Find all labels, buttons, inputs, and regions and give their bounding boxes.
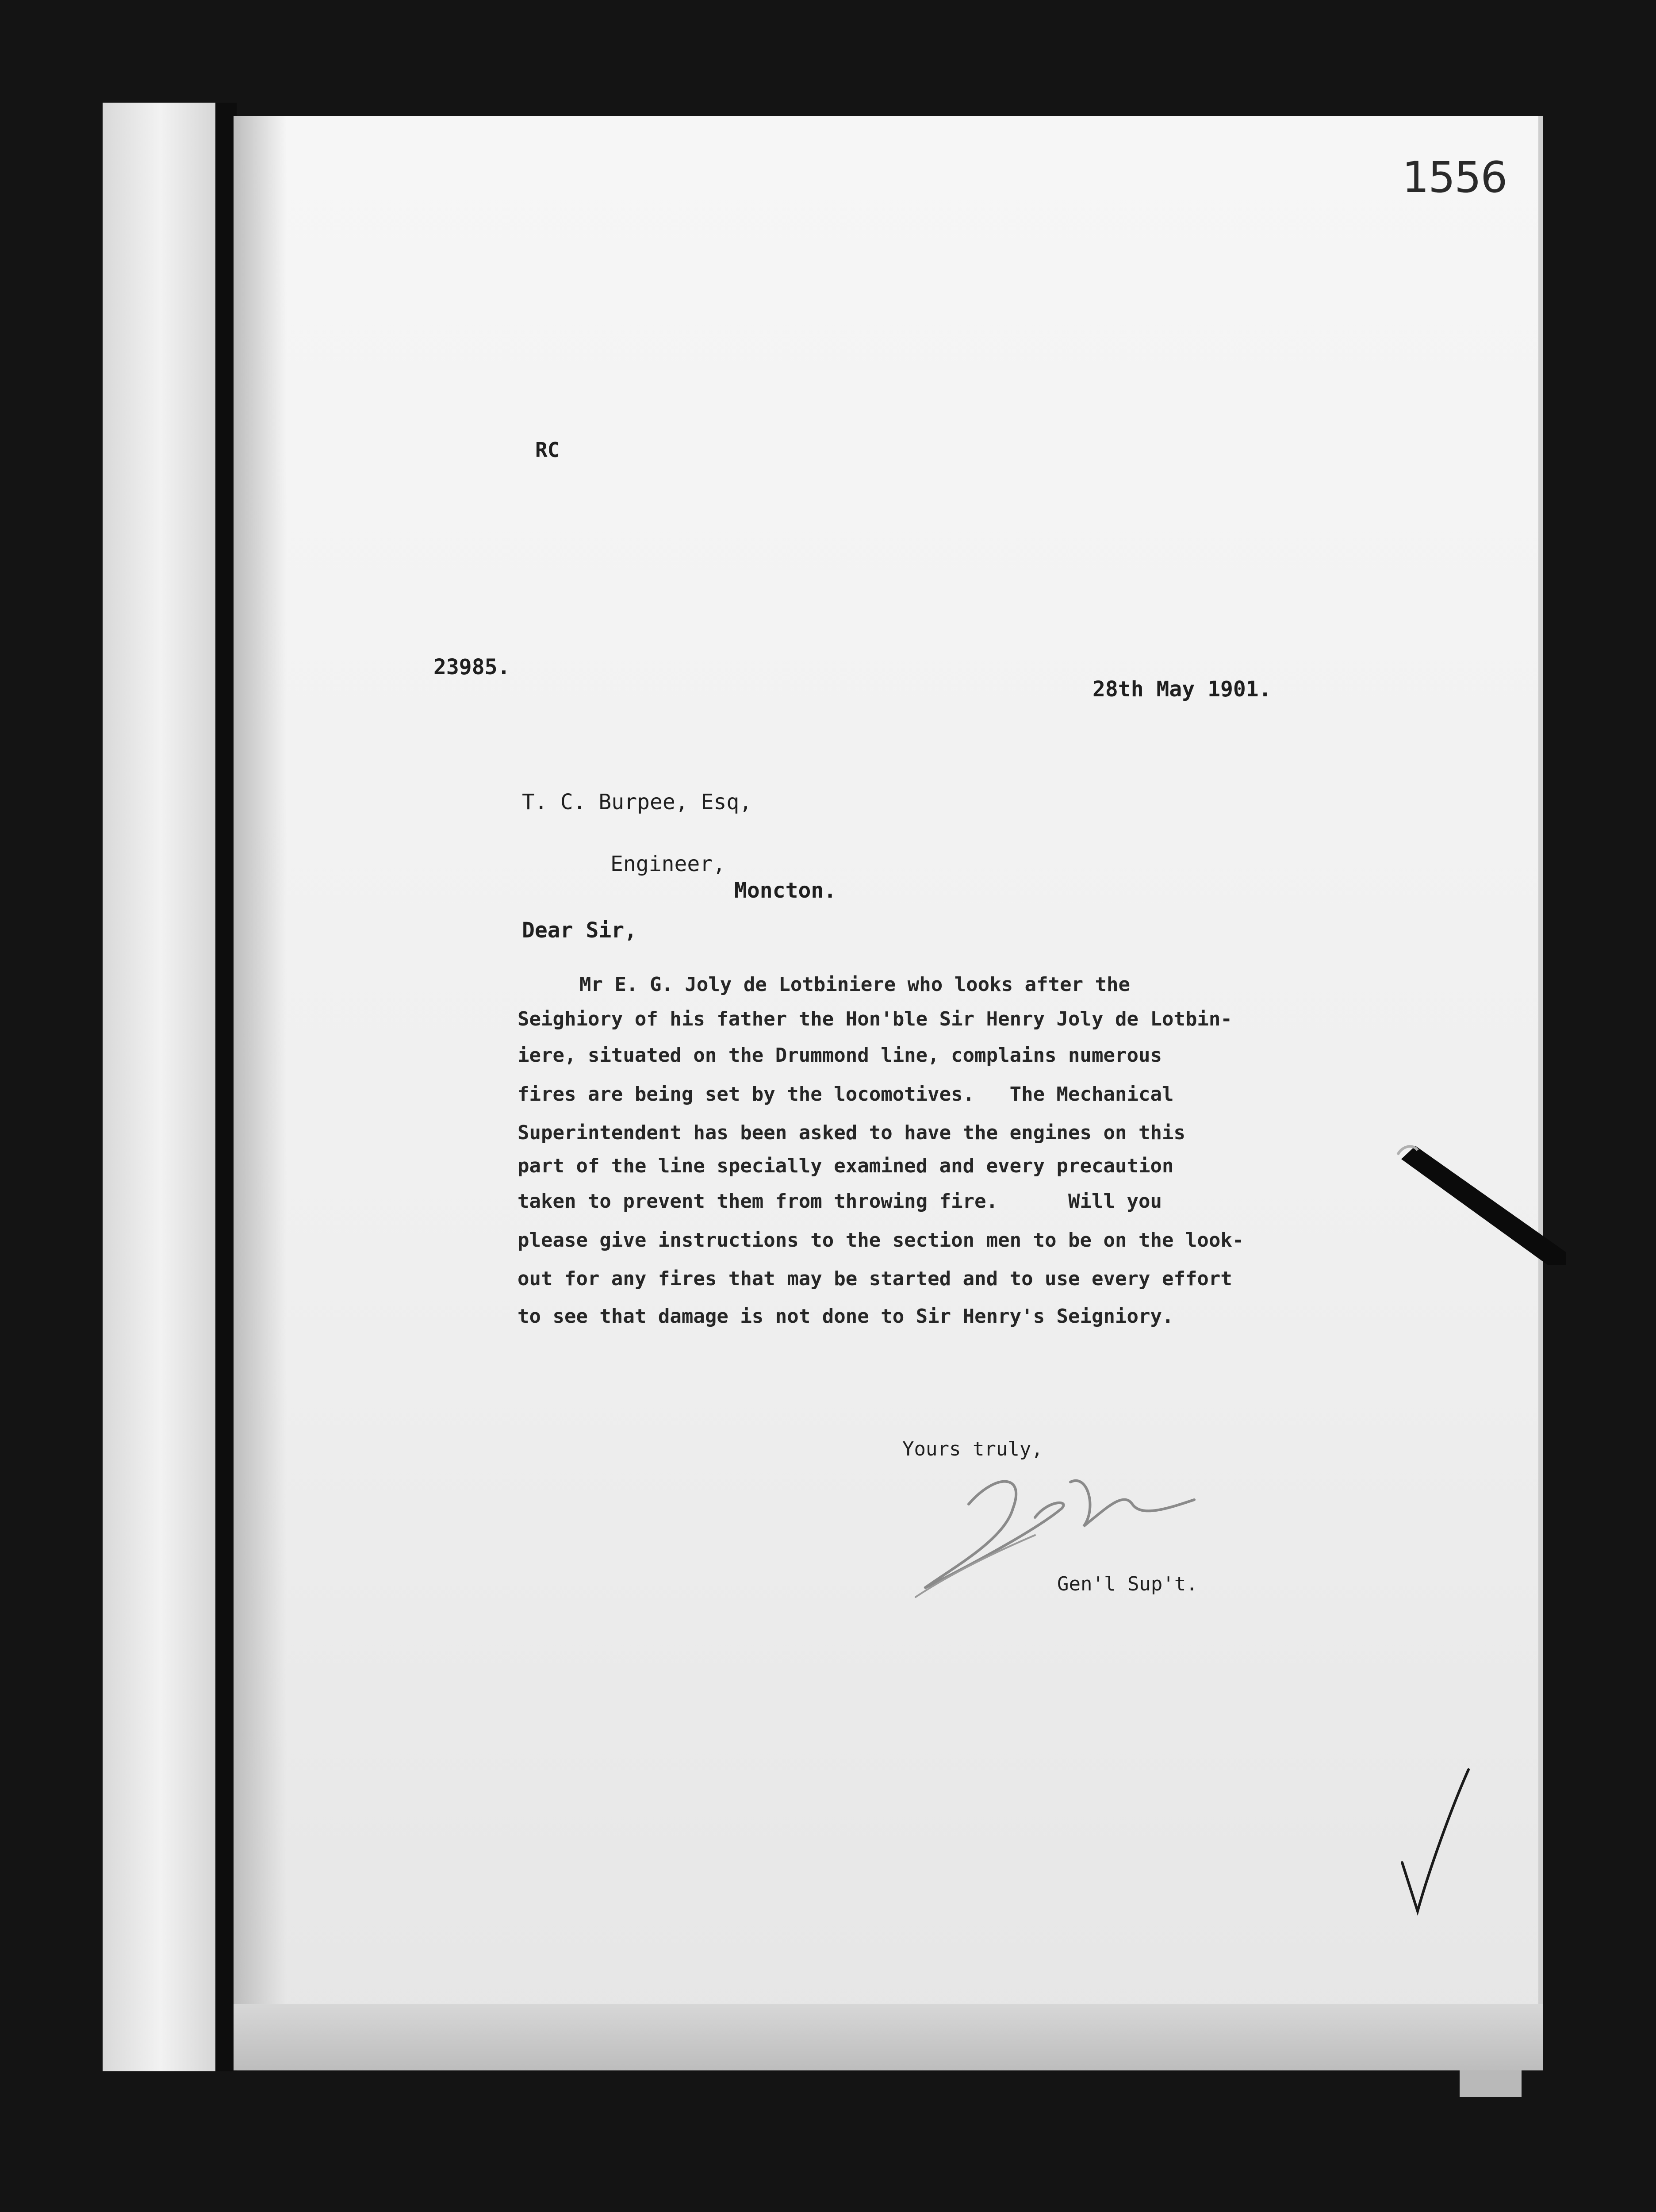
body-line: part of the line specially examined and every precaution (518, 1155, 1174, 1177)
signoff: Gen'l Sup't. (1057, 1573, 1198, 1595)
binder-strip (103, 103, 231, 2071)
letter-number: 23985. (433, 655, 510, 680)
body-line: please give instructions to the section men to be on the look- (518, 1229, 1244, 1252)
folio-number: 1556 (1402, 153, 1507, 202)
closing: Yours truly, (902, 1438, 1043, 1460)
addressee-name: T. C. Burpee, Esq, (522, 790, 752, 814)
body-line: to see that damage is not done to Sir Henry's Seigniory. (518, 1305, 1174, 1328)
addressee-location: Moncton. (734, 878, 837, 903)
page-shadow (234, 116, 287, 2054)
salutation: Dear Sir, (522, 918, 637, 943)
body-line: Superintendent has been asked to have the engines on this (518, 1121, 1185, 1144)
checkmark-icon (1393, 1761, 1482, 1929)
letter-date: 28th May 1901. (1092, 677, 1272, 702)
page-bottom-edge (234, 2004, 1543, 2070)
body-line: Mr E. G. Joly de Lotbiniere who looks after the (579, 973, 1131, 996)
body-line: fires are being set by the locomotives. The Mechanical (518, 1083, 1174, 1106)
body-line: taken to prevent them from throwing fire. Will you (518, 1190, 1162, 1213)
body-line: Seighiory of his father the Hon'ble Sir Henry Joly de Lotbin- (518, 1008, 1232, 1030)
body-line: iere, situated on the Drummond line, complains numerous (518, 1044, 1162, 1067)
addressee-title: Engineer, (610, 852, 726, 876)
pen-icon (1389, 1133, 1566, 1274)
clerk-initials: RC (535, 438, 560, 462)
body-line: out for any fires that may be started and to use every effort (518, 1267, 1232, 1290)
underlying-page-edge (1460, 2070, 1522, 2097)
